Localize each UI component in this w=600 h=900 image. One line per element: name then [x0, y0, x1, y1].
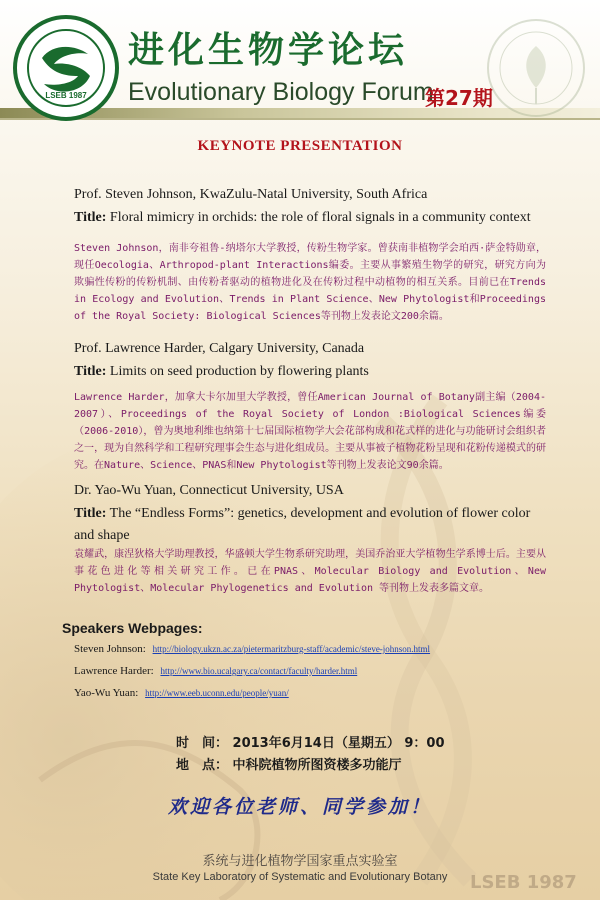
welcome-message: 欢迎各位老师、同学参加！ [167, 796, 432, 818]
time-label: 时 间： [176, 736, 229, 751]
speaker-3-bio: 袁耀武，康涅狄格大学助理教授，华盛顿大学生物系研究助理，美国乔治亚大学植物生学系博士后。主要从事花色进化等相关研究工作。已在PNAS、Molecular Biology and Evolution、New Phytologist、Molecular Phylogenetics and Evolution 等刊物上发表多篇文章。 [74, 549, 546, 594]
webpage-speaker: Yao-Wu Yuan: [74, 687, 139, 699]
forum-title-en: Evolutionary Biology Forum [128, 78, 434, 106]
webpage-link-johnson[interactable]: http://biology.ukzn.ac.za/pietermaritzburg-staff/academic/steve-johnson.html [152, 644, 431, 654]
place-value: 中科院植物所图资楼多功能厅 [232, 758, 402, 773]
speaker-2-name: Prof. Lawrence Harder, Calgary University, Canada [74, 341, 365, 356]
title-label: Title: [74, 210, 107, 225]
title-label: Title: [74, 506, 107, 521]
event-time [176, 732, 445, 751]
lab-name-en: State Key Laboratory of Systematic and Evolutionary Botany [152, 871, 448, 883]
event-place [176, 754, 402, 773]
forum-title-cn: 进化生物学论坛 [128, 30, 409, 71]
place-label: 地 点： [176, 758, 229, 773]
speaker-2-bio: Lawrence Harder，加拿大卡尔加里大学教授，曾任American Journal of Botany副主编（2004-2007）、Proceedings of the Royal Society of London :Biological Sciences编委（2006-2010），曾为奥地利维也纳第十七届国际植物学大会花部构成和花式样的进化与功能研讨会组织者之一，现为自然科学和工程研究理事会生态与进化组成员。主要从事被子植物花粉呈现和花粉传递模式的研究。在Nature、Science、PNAS和New Phytologist等刊物上发表论文90余篇。 [74, 392, 546, 471]
speaker-3-title [74, 503, 544, 547]
webpage-speaker: Lawrence Harder: [74, 665, 154, 677]
webpage-speaker: Steven Johnson: [74, 643, 146, 655]
speaker-1-bio: Steven Johnson，南非夸祖鲁-纳塔尔大学教授，传粉生物学家。曾获南非植物学会珀西·萨金特勋章，现任Oecologia、Arthropod-plant Interactions编委。主要从事繁殖生物学的研究，研究方向为欺骗性传粉的传粉机制、由传粉者驱动的植物进化及在传粉过程中动植物的相互关系。目前已在Trends in Ecology and Evolution、Trends in Plant Science、New Phytologist和Proceedings of the Royal Society: Biological Sciences等刊物上发表论文200余篇。 [74, 243, 546, 322]
webpage-row [74, 643, 430, 655]
webpages-heading: Speakers Webpages: [62, 620, 203, 636]
webpage-row [74, 665, 357, 677]
webpage-link-harder[interactable]: http://www.bio.ucalgary.ca/contact/faculty/harder.html [160, 666, 358, 676]
keynote-heading: KEYNOTE PRESENTATION [197, 138, 403, 154]
talk-title: Limits on seed production by flowering plants [109, 364, 369, 379]
lab-name-cn: 系统与进化植物学国家重点实验室 [202, 854, 398, 869]
talk-title: The “Endless Forms”: genetics, development and evolution of flower color and shape [74, 506, 531, 543]
speaker-1-title [74, 207, 544, 229]
speaker-3-name: Dr. Yao-Wu Yuan, Connecticut University, USA [74, 483, 344, 498]
title-label: Title: [74, 364, 107, 379]
talk-title: Floral mimicry in orchids: the role of floral signals in a community context [109, 210, 531, 225]
issue-number: 第27期 [425, 86, 493, 110]
watermark-logo [484, 16, 588, 120]
time-value: 2013年6月14日（星期五） 9：00 [232, 736, 445, 751]
lseb-stamp: LSEB 1987 [470, 872, 577, 893]
speaker-1-name: Prof. Steven Johnson, KwaZulu-Natal University, South Africa [74, 187, 428, 202]
speaker-2-title [74, 361, 544, 383]
svg-text:LSEB 1987: LSEB 1987 [45, 91, 87, 100]
webpage-link-yuan[interactable]: http://www.eeb.uconn.edu/people/yuan/ [145, 688, 289, 698]
webpage-row [74, 687, 289, 699]
lseb-logo [12, 14, 120, 122]
